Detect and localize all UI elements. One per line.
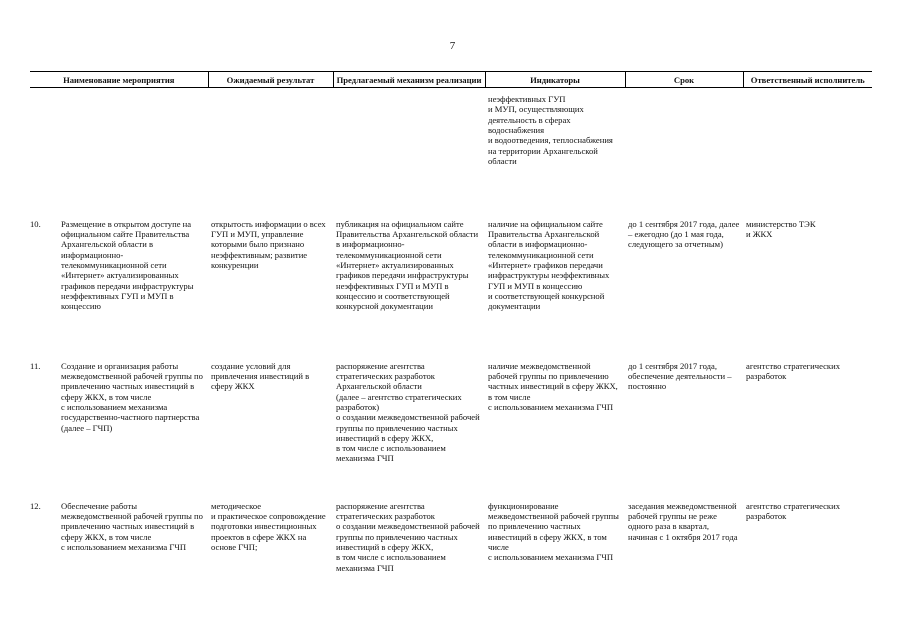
cell-num: 12. bbox=[30, 500, 41, 511]
cell-term: заседания межведомственной рабочей группы не реже одного раза в квартал, начиная с 1 октября 2017 года bbox=[628, 500, 738, 542]
cell-num: 11. bbox=[30, 360, 41, 371]
cell-mechanism: распоряжение агентства стратегических разработок о создании межведомственной рабочей группы по привлечению частных инвестиций в сферу ЖКХ, в том числе с использованием механизма ГЧП bbox=[336, 500, 480, 573]
cell-term: до 1 сентября 2017 года, обеспечение деятельности – постоянно bbox=[628, 360, 732, 392]
header-executor: Ответственный исполнитель bbox=[743, 72, 872, 88]
table-row bbox=[30, 501, 872, 573]
table-row-continuation bbox=[30, 88, 872, 219]
cell-result bbox=[208, 88, 333, 219]
cell-term: до 1 сентября 2017 года, далее – ежегодно (до 1 мая года, следующего за отчетным) bbox=[628, 218, 740, 250]
cell-num: 10. bbox=[30, 218, 41, 229]
cell-mechanism: распоряжение агентства стратегических разработок Архангельской области (далее – агентство стратегических разработок) о создании межведомственной рабочей группы по привлечению частных инвестиций в сферу ЖКХ, в том числе с использованием механизма ГЧП bbox=[336, 360, 480, 464]
cell-name: Обеспечение работы межведомственной рабочей группы по привлечению частных инвестиций в сферу ЖКХ, в том числе с использованием механизма ГЧП bbox=[61, 500, 203, 552]
cell-result: открытость информации о всех ГУП и МУП, управление которыми было признано неэффективным; развитие конкуренции bbox=[211, 218, 326, 270]
cell-term bbox=[625, 88, 743, 219]
cell-result: создание условий для привлечения инвестиций в сферу ЖКХ bbox=[211, 360, 310, 392]
cell-indicators: неэффективных ГУП и МУП, осуществляющих деятельность в сферах водоснабжения и водоотведения, теплоснабжения на территории Архангельской области bbox=[488, 94, 613, 167]
header-indicators: Индикаторы bbox=[485, 72, 625, 88]
cell-result: методическое и практическое сопровождение подготовки инвестиционных проектов в сфере ЖКХ на основе ГЧП; bbox=[211, 500, 326, 552]
cell-indicators: функционирование межведомственной рабочей группы по привлечению частных инвестиций в сферу ЖКХ, в том числе с использованием механизма ГЧП bbox=[488, 500, 619, 563]
cell-executor bbox=[743, 88, 872, 219]
cell-name bbox=[58, 88, 208, 219]
header-name: Наименование мероприятия bbox=[30, 72, 208, 88]
measures-table bbox=[30, 71, 872, 573]
table-row bbox=[30, 361, 872, 501]
table-header-row bbox=[30, 72, 872, 88]
page-number: 7 bbox=[449, 40, 456, 52]
header-term: Срок bbox=[625, 72, 743, 88]
cell-name: Создание и организация работы межведомственной рабочей группы по привлечению частных инвестиций в сферу ЖКХ, в том числе с использованием механизма государственно-частного партнерства (далее – ГЧП) bbox=[61, 360, 203, 433]
header-mechanism: Предлагаемый механизм реализации bbox=[333, 72, 485, 88]
cell-executor: министерство ТЭК и ЖКХ bbox=[746, 218, 816, 239]
table-row bbox=[30, 219, 872, 361]
cell-indicators: наличие межведомственной рабочей группы по привлечению частных инвестиций в сферу ЖКХ, в том числе с использованием механизма ГЧП bbox=[488, 360, 618, 412]
cell-num bbox=[30, 88, 58, 219]
cell-indicators: наличие на официальном сайте Правительства Архангельской области в информационно-телекоммуникационной сети «Интернет» графиков передачи инфраструктуры неэффективных ГУП и МУП в концессию и соответствующей конкурсной документации bbox=[488, 218, 610, 312]
cell-executor: агентство стратегических разработок bbox=[746, 500, 841, 521]
cell-executor: агентство стратегических разработок bbox=[746, 360, 841, 381]
cell-mechanism: публикация на официальном сайте Правительства Архангельской области в информационно-телекоммуникационной сети «Интернет» актуализированных графиков передачи инфраструктуры неэффективных ГУП и МУП в концессию и соответствующей конкурсной документации bbox=[336, 218, 479, 312]
cell-name: Размещение в открытом доступе на официальном сайте Правительства Архангельской области в информационно-телекоммуникационной сети «Интернет» актуализированных графиков передачи инфраструктуры неэффективных ГУП и МУП в концессию bbox=[61, 218, 194, 312]
cell-mechanism bbox=[333, 88, 485, 219]
header-result: Ожидаемый результат bbox=[208, 72, 333, 88]
